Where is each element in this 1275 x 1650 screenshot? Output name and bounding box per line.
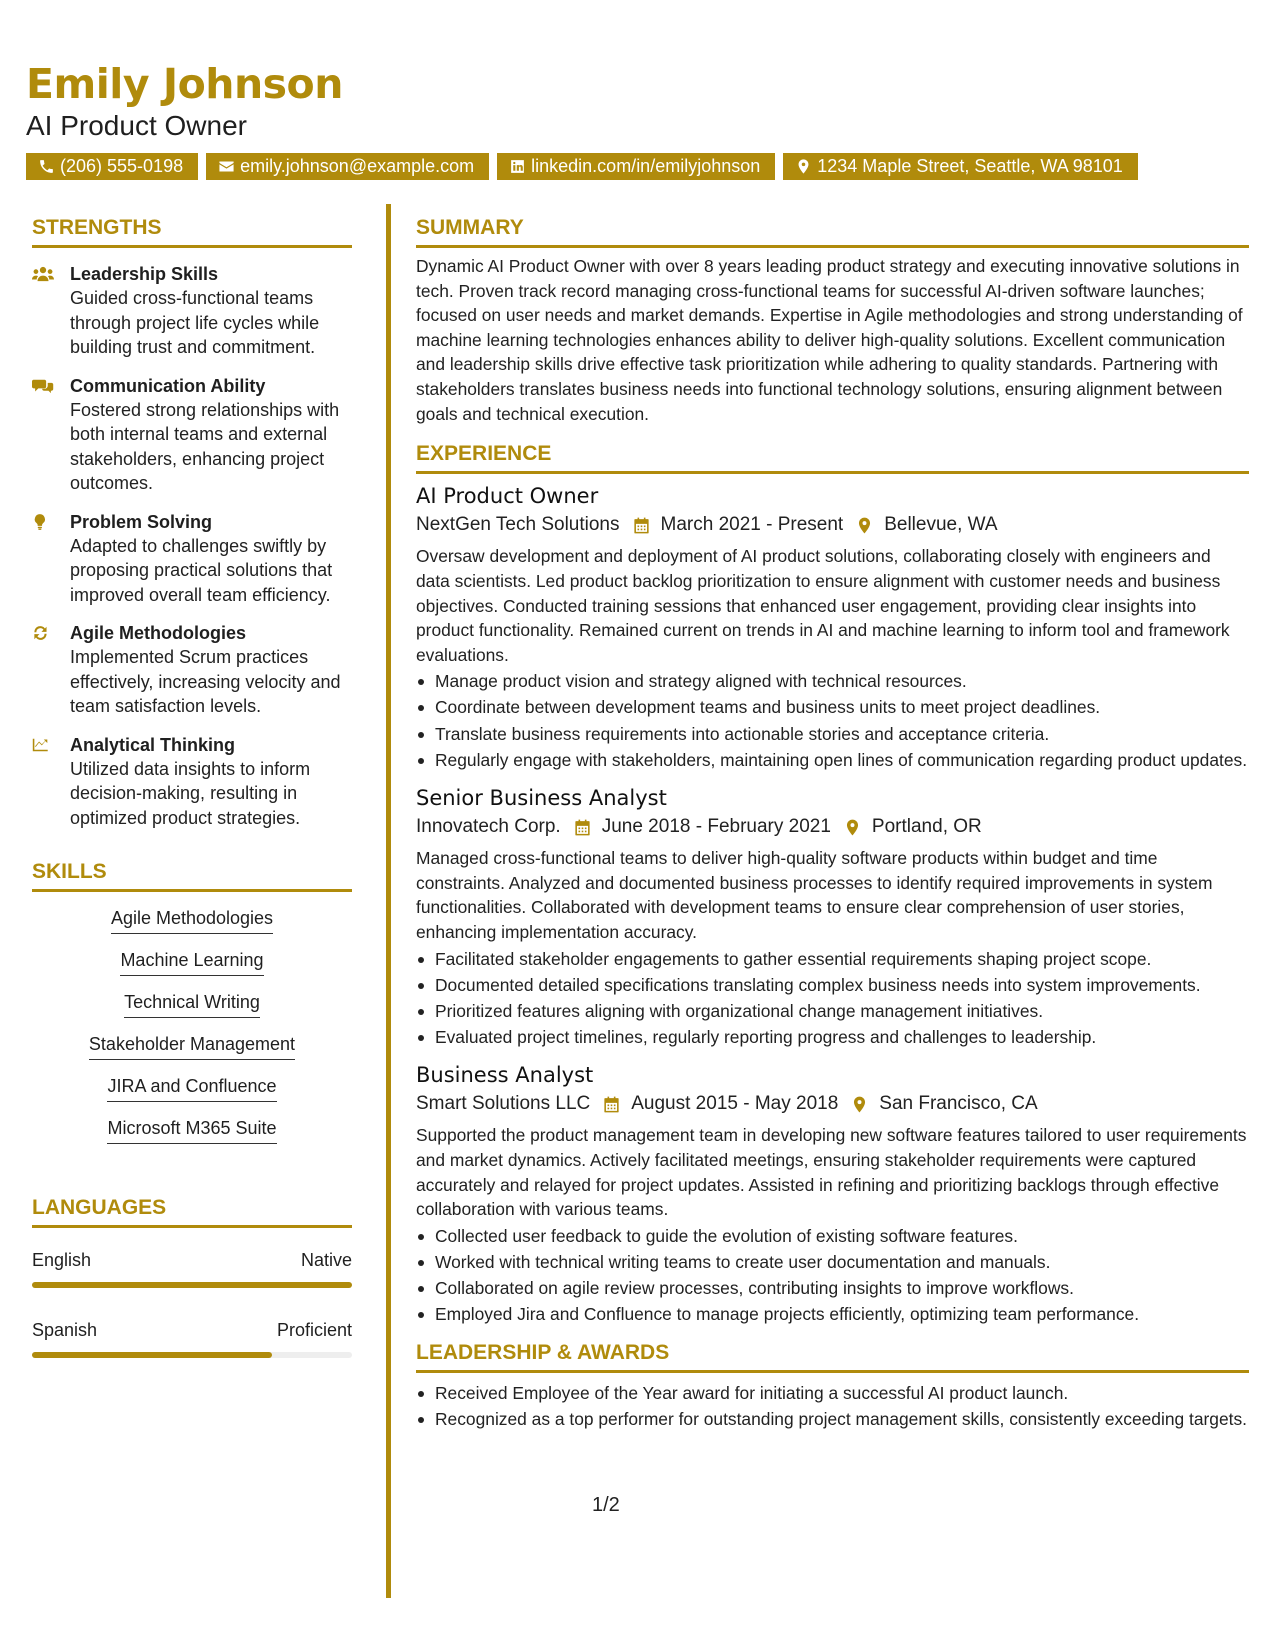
language-bar-fill <box>32 1352 272 1358</box>
strength-title: Problem Solving <box>70 511 213 532</box>
strength-description: Adapted to challenges swiftly by proposing practical solutions that improved overall team efficiency. <box>70 535 333 605</box>
calendar-icon <box>573 818 592 837</box>
linkedin-text: linkedin.com/in/emilyjohnson <box>531 156 761 176</box>
job-bullet: Regularly engage with stakeholders, maintaining open lines of communication regarding product updates. <box>416 748 1249 773</box>
skill-tag: JIRA and Confluence <box>107 1074 276 1102</box>
language-name: Spanish <box>32 1320 98 1341</box>
job-dates: June 2018 - February 2021 <box>601 816 831 838</box>
languages-heading: LANGUAGES <box>32 1196 352 1228</box>
job-bullet: Translate business requirements into actionable stories and acceptance criteria. <box>416 722 1249 747</box>
map-pin-icon <box>795 158 812 175</box>
job-bullet: Coordinate between development teams and business units to meet project deadlines. <box>416 695 1249 720</box>
skill-tag: Microsoft M365 Suite <box>107 1116 276 1144</box>
experience-list <box>416 482 1249 1326</box>
language-bar-fill <box>32 1282 352 1288</box>
candidate-name: Emily Johnson <box>26 60 343 108</box>
strength-description: Fostered strong relationships with both internal teams and external stakeholders, enhancing project outcomes. <box>70 399 340 494</box>
skill-tag: Stakeholder Management <box>89 1032 295 1060</box>
job-company: Smart Solutions LLC <box>416 1093 591 1115</box>
job-bullet: Worked with technical writing teams to create user documentation and manuals. <box>416 1250 1249 1275</box>
language-item <box>32 1248 352 1288</box>
job-description: Supported the product management team in developing new software features tailored to user requirements and market dynamics. Actively facilitated meetings, ensuring stakeholder requirements were captured accurately and relayed for project updates. Assisted in refining and prioritizing backlogs through effective collaboration with various teams. <box>416 1125 1247 1220</box>
job-entry <box>416 784 1249 1049</box>
job-title: Senior Business Analyst <box>416 786 667 811</box>
strength-title: Agile Methodologies <box>70 623 247 644</box>
job-bullet: Documented detailed specifications translating complex business needs into system improvements. <box>416 973 1249 998</box>
candidate-role: AI Product Owner <box>26 110 247 141</box>
job-bullet: Manage product vision and strategy aligned with technical resources. <box>416 669 1249 694</box>
job-bullet: Employed Jira and Confluence to manage projects efficiently, optimizing team performance. <box>416 1302 1249 1327</box>
strength-title: Leadership Skills <box>70 264 219 285</box>
language-level: Native <box>300 1250 352 1271</box>
job-title: AI Product Owner <box>416 484 599 509</box>
job-title: Business Analyst <box>416 1063 594 1088</box>
skill-tag: Technical Writing <box>124 990 260 1018</box>
phone-chip[interactable] <box>26 153 198 180</box>
awards-list <box>416 1381 1249 1432</box>
map-pin-icon <box>843 818 862 837</box>
skills-heading: SKILLS <box>32 860 352 892</box>
strength-item <box>32 621 352 719</box>
job-bullet: Collaborated on agile review processes, contributing insights to improve workflows. <box>416 1276 1249 1301</box>
job-description: Managed cross-functional teams to deliver high-quality software products within budget and time constraints. Analyzed and documented business processes to identify required improvements in system functionalities. Collaborated with development teams to ensure clear comprehension of user stories, enhancing implementation accuracy. <box>416 848 1213 942</box>
calendar-icon <box>602 1095 621 1114</box>
strengths-heading: STRENGTHS <box>32 216 352 248</box>
phone-icon <box>38 158 55 175</box>
job-meta <box>416 510 1249 540</box>
map-pin-icon <box>850 1095 869 1114</box>
linkedin-icon <box>509 158 526 175</box>
right-column <box>416 216 1249 1431</box>
job-bullet: Facilitated stakeholder engagements to gather essential requirements shaping project scope. <box>416 947 1249 972</box>
strength-description: Implemented Scrum practices effectively, increasing velocity and team satisfaction levels. <box>70 647 341 717</box>
job-bullet: Collected user feedback to guide the evolution of existing software features. <box>416 1224 1249 1249</box>
chart-line-icon <box>32 736 54 754</box>
lightbulb-icon <box>32 513 54 531</box>
left-column <box>32 216 352 1358</box>
address-text: 1234 Maple Street, Seattle, WA 98101 <box>817 156 1123 176</box>
summary-text: Dynamic AI Product Owner with over 8 years leading product strategy and executing innovative solutions in tech. Proven track record managing cross-functional teams for successful AI-driven software launches; focused on user needs and market demands. Expertise in Agile methodologies and strong understanding of machine learning technologies enhances ability to deliver high-quality solutions. Excellent communication and leadership skills drive effective task prioritization while adhering to quality standards. Partnering with stakeholders translates business needs into functional technology solutions, ensuring alignment between goals and technical execution. <box>416 256 1243 424</box>
job-meta <box>416 812 1249 842</box>
calendar-icon <box>632 516 651 535</box>
column-divider <box>386 204 391 1598</box>
strength-item <box>32 733 352 831</box>
strength-item <box>32 262 352 360</box>
skills-list <box>32 900 352 1144</box>
language-bar <box>32 1282 352 1288</box>
map-pin-icon <box>855 516 874 535</box>
language-item <box>32 1318 352 1358</box>
contact-bar <box>26 153 1138 180</box>
job-bullets <box>416 1224 1249 1327</box>
users-icon <box>32 265 54 283</box>
experience-heading: EXPERIENCE <box>416 442 1249 474</box>
strength-description: Utilized data insights to inform decision-making, resulting in optimized product strategies. <box>70 758 311 828</box>
job-location: Portland, OR <box>871 816 982 838</box>
job-location: Bellevue, WA <box>884 514 998 536</box>
strength-title: Communication Ability <box>70 375 266 396</box>
summary-heading: SUMMARY <box>416 216 1249 248</box>
award-item: Received Employee of the Year award for initiating a successful AI product launch. <box>416 1381 1249 1406</box>
job-location: San Francisco, CA <box>879 1093 1038 1115</box>
sync-icon <box>32 624 54 642</box>
strength-title: Analytical Thinking <box>70 734 236 755</box>
language-level: Proficient <box>276 1320 352 1341</box>
skill-tag: Agile Methodologies <box>111 906 273 934</box>
job-dates: March 2021 - Present <box>660 514 844 536</box>
envelope-icon <box>218 158 235 175</box>
skill-tag: Machine Learning <box>120 948 263 976</box>
job-bullets <box>416 947 1249 1050</box>
awards-heading: LEADERSHIP & AWARDS <box>416 1341 1249 1373</box>
strength-description: Guided cross-functional teams through project life cycles while building trust and commitment. <box>70 288 320 358</box>
job-company: Innovatech Corp. <box>416 816 561 838</box>
award-item: Recognized as a top performer for outstanding project management skills, consistently exceeding targets. <box>416 1407 1249 1432</box>
job-bullets <box>416 669 1249 772</box>
linkedin-chip[interactable] <box>497 153 775 180</box>
email-chip[interactable] <box>206 153 489 180</box>
job-meta <box>416 1089 1249 1119</box>
job-entry <box>416 482 1249 772</box>
language-name: English <box>32 1250 92 1271</box>
address-chip <box>783 153 1138 180</box>
strength-item <box>32 510 352 608</box>
job-description: Oversaw development and deployment of AI product solutions, collaborating closely with engineers and data scientists. Led product backlog prioritization to ensure alignment with customer needs and business objectives. Conducted training sessions that enhanced user engagement, providing clear insights into product functionality. Remained current on trends in AI and machine learning to inform tool and framework evaluations. <box>416 546 1230 665</box>
page-number: 1/2 <box>592 1494 620 1516</box>
email-text: emily.johnson@example.com <box>240 156 475 176</box>
job-entry <box>416 1061 1249 1326</box>
job-bullet: Evaluated project timelines, regularly reporting progress and challenges to leadership. <box>416 1025 1249 1050</box>
phone-text: (206) 555-0198 <box>60 156 184 176</box>
job-company: NextGen Tech Solutions <box>416 514 620 536</box>
language-bar <box>32 1352 352 1358</box>
chat-icon <box>32 377 54 395</box>
strength-item <box>32 374 352 496</box>
job-bullet: Prioritized features aligning with organizational change management initiatives. <box>416 999 1249 1024</box>
job-dates: August 2015 - May 2018 <box>631 1093 839 1115</box>
